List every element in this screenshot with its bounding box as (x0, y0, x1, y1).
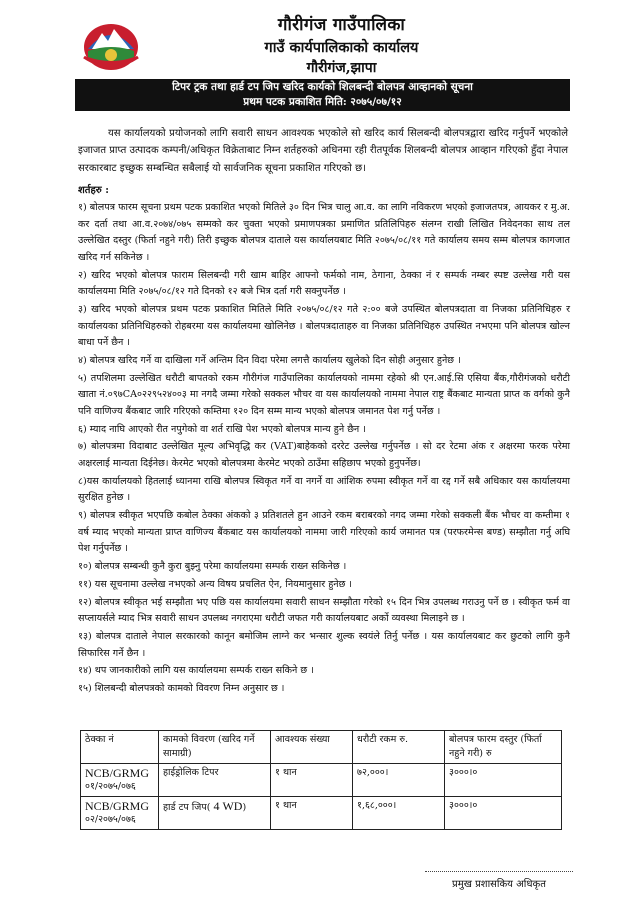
term-item: २) खरिद भएको बोलपत्र फाराम सिलबन्दी गरी खाम बाहिर आफ्नो फर्मको नाम, ठेगाना, ठेक्का नं र सम्पर्क नम्बर स्पष्ट उल्लेख गरी यस कार्यालयमा मिति २०७५/०८/१२ गते दिनको १२ बजे भित्र दर्ता गरी सक्नुपर्नेछ । (78, 269, 570, 298)
term-item: १४) थप जानकारीको लागि यस कार्यालयमा सम्पर्क राख्न सकिने छ । (78, 665, 314, 677)
column-header: कामको विवरण (खरिद गर्ने सामाग्री) (159, 731, 271, 764)
column-header: बोलपत्र फारम दस्तुर (फिर्ता नहुने गरी) रु (445, 731, 562, 764)
table-cell-contract-no (81, 797, 159, 830)
table-cell-qty: १ थान (271, 797, 353, 830)
office-location: गौरीगंज,झापा (306, 60, 377, 76)
term-item: १३) बोलपत्र दाताले नेपाल सरकारको कानून बमोजिम लाग्ने कर भन्सार शुल्क स्वयंले तिर्नु पर्नेछ । यस कार्यालयबाट कर छुटको लागि कुनै सिफारिस गर्ने छैन । (78, 631, 570, 659)
table-cell-fee: ३०००।० (445, 797, 562, 830)
intro-paragraph: यस कार्यालयको प्रयोजनको लागि सवारी साधन आवश्यक भएकोले सो खरिद कार्य सिलबन्दी बोलपत्रद्वारा खरिद गर्नुपर्ने भएकोले इजाजत प्राप्त उत्पादक कम्पनी/अधिकृत विक्रेताबाट निम्न शर्तहरुको अधिनमा रही रीतपूर्वक शिलबन्दी बोलपत्र आव्हान गरिएको हुँदा नेपाल सरकारबाट इच्छुक सम्बन्धित सबैलाई यो सार्वजनिक सूचना प्रकाशित गरिएको छ। (78, 128, 568, 174)
table-header-row (81, 731, 562, 764)
term-item: १०) बोलपत्र सम्बन्धी कुनै कुरा बुझ्नु परेमा कार्यालयमा सम्पर्क राख्न सकिनेछ । (78, 561, 347, 573)
item-close-paren: ) (242, 802, 247, 813)
column-header: ठेक्का नं (81, 731, 159, 764)
table-row (81, 764, 562, 797)
item-name: हार्ड टप जिप( (163, 802, 211, 813)
office-name: गाउँ कार्यपालिकाको कार्यालय (264, 39, 419, 56)
table-cell-item (159, 797, 271, 830)
term-item: १५) शिलबन्दी बोलपत्रको कामको विवरण निम्न अनुसार छ । (78, 683, 285, 695)
column-header: धरौटी रकम रु. (353, 731, 445, 764)
term-item: ३) खरिद भएको बोलपत्र प्रथम पटक प्रकाशित मितिले मिति २०७५/०८/१२ गते २:०० बजे उपस्थित बोलपत्रदाता वा निजका प्रतिनिधिहरु र कार्यालयका प्रतिनिधिहरुको रोहबरमा यस कार्यालयमा खोलिनेछ । बोलपत्रदाताहरु वा निजका प्रतिनिधिहरु उपस्थित नभएमा पनि बोलपत्र खोल्न बाधा पर्ने छैन । (78, 303, 570, 349)
contract-code: NCB/GRMG (85, 799, 150, 813)
term-item: १२) बोलपत्र स्वीकृत भई सम्झौता भए पछि यस कार्यालयमा सवारी साधन सम्झौता गरेको १५ दिन भित्र उपलब्ध गराउनु पर्ने छ । स्वीकृत फर्म वा सप्लायर्सले म्याद भित्र सवारी साधन उपलब्ध नगराएमा धरौटी जफत गरी कार्यालयबाट अर्को व्यवस्था मिलाइने छ । (78, 596, 570, 625)
notice-title: टिपर ट्रक तथा हार्ड टप जिप खरिद कार्यको शिलबन्दी बोलपत्र आव्हानको सूचना (172, 81, 473, 93)
table-cell-item: हाईड्रोलिक टिपर (159, 764, 271, 797)
term-item: ५) तपशिलमा उल्लेखित धरौटी बापतको रकम गौरीगंज गाउँपालिका कार्यालयको नाममा रहेको श्री एन.आई.सि एसिया बैंक,गौरीगंजको धरौटी खाता नं.०९७CA०२२९५२४००३ मा नगदै जम्मा गरेको सक्कल भौचर वा यस कार्यालयको नाममा नेपाल राष्ट्र बैंकबाट मान्यता प्राप्त क वर्गको कुनै पनि वाणिज्य बैंकबाट जारि गरिएको कम्तिमा १२० दिन सम्म मान्य भएको बोलपत्र जमानत पेश गर्नु पर्नेछ । (78, 372, 570, 417)
term-item: ९) बोलपत्र स्वीकृत भएपछि कबोल ठेक्का अंकको ३ प्रतिशतले हुन आउने रकम बराबरको नगद जम्मा गरेको सक्कली बैंक भौचर वा कम्तीमा १ वर्ष म्याद भएको मान्यता प्राप्त वाणिज्य बैंकबाट यस कार्यालयको नाममा जारी गरिएको कार्य जमानत पत्र (परफरमेन्स बण्ड) सम्झौता गर्नु अघि पेश गर्नुपर्नेछ । (78, 510, 570, 555)
signature-line (425, 871, 573, 872)
contract-code-suffix: ०१/२०७५/०७६ (85, 781, 136, 792)
term-item: ४) बोलपत्र खरिद गर्ने वा दाखिला गर्ने अन्तिम दिन विदा परेमा लगत्तै कार्यालय खुलेको दिन सोही अनुसार हुनेछ । (78, 354, 461, 366)
table-cell-contract-no (81, 764, 159, 797)
contract-code-suffix: ०२/२०७५/०७६ (85, 814, 136, 825)
term-item: ८)यस कार्यालयको हितलाई ध्यानमा राखि बोलपत्र स्विकृत गर्ने वा नगर्ने वा आंशिक रुपमा स्वीकृत गर्ने वा रद्द गर्ने सबै अधिकार यस कार्यालयमा सुरक्षित हुनेछ । (78, 475, 570, 504)
term-item: ७) बोलपत्रमा विदाबाट उल्लेखित मूल्य अभिवृद्धि कर (VAT)बाहेकको दररेट उल्लेख गर्नुपर्नेछ । सो दर रेटमा अंक र अक्षरमा फरक परेमा अक्षरलाई मान्यता दिईनेछ। केरमेट भएको बोलपत्रमा केरमेट भएको ठाउँमा सहिछाप भएको हुनुपर्नेछ। (78, 441, 570, 470)
terms-list (78, 200, 570, 699)
contract-code: NCB/GRMG (85, 766, 150, 780)
contract-table (80, 730, 562, 830)
notice-title-banner (75, 79, 570, 111)
term-item: ११) यस सूचनामा उल्लेख नभएको अन्य विषय प्रचलित ऐन, नियमानुसार हुनेछ । (78, 578, 353, 590)
signatory-title: प्रमुख प्रशासकिय अधिकृत (452, 879, 546, 890)
terms-heading: शर्तहरु : (78, 185, 109, 196)
item-drive-type: 4 WD (213, 799, 243, 813)
column-header: आवश्यक संख्या (271, 731, 353, 764)
term-item: १) बोलपत्र फारम सूचना प्रथम पटक प्रकाशित भएको मितिले ३० दिन भित्र चालु आ.व. का लागि नविकरण भएको इजाजतपत्र, आयकर र मु.अ. कर दर्ता तथा आ.व.२०७४/०७५ सम्मको कर चुक्ता भएको प्रमाणपत्रका प्रमाणित प्रतिलिपिहरु संलग्न राखी लिखित निवेदनका साथ तल उल्लेखित दस्तुर (फिर्ता नहुने गरी) तिरी इच्छुक बोलपत्र दाताले यस कार्यालयबाट मिति २०७५/०८/११ गते कार्यालय समय सम्म बोलपत्र कागजात खरिद गर्न सकिनेछ । (78, 202, 570, 263)
table-cell-qty: १ थान (271, 764, 353, 797)
municipality-name: गौरीगंज गाउँपालिका (277, 15, 406, 35)
table-cell-deposit: ७२,०००। (353, 764, 445, 797)
publish-date: प्रथम पटक प्रकाशित मिति: २०७५/०७/१२ (243, 96, 402, 108)
table-cell-deposit: १,६८,०००। (353, 797, 445, 830)
term-item: ६) म्याद नाघि आएको रीत नपुगेको वा शर्त राखि पेश भएको बोलपत्र मान्य हुने छैन । (78, 423, 366, 435)
table-cell-fee: ३०००।० (445, 764, 562, 797)
table-row (81, 797, 562, 830)
